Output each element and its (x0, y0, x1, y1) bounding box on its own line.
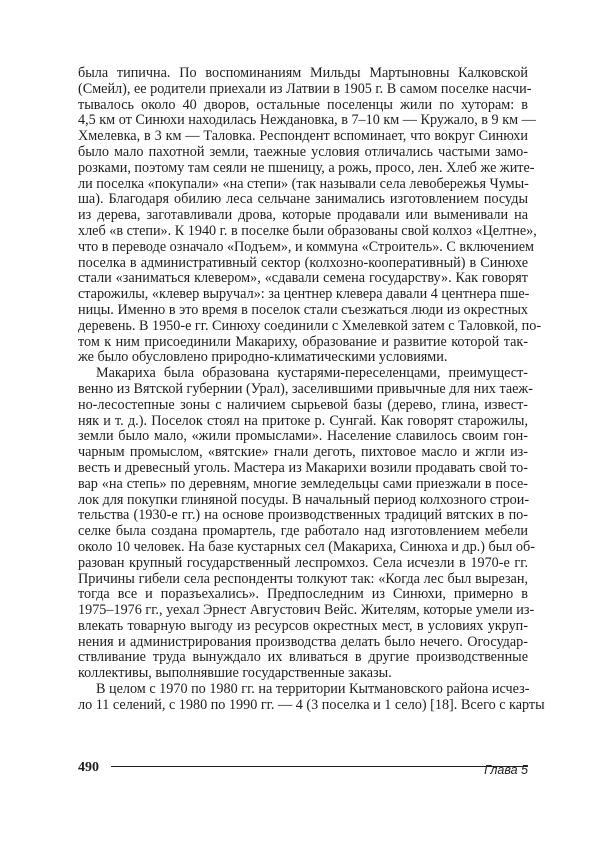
paragraph (78, 365, 535, 682)
text-line: же было обусловлено природно-климатическими условиями. (78, 349, 448, 366)
page-footer (78, 760, 528, 776)
text-line: 1975–1976 гг., уехал Эрнест Августович Вейс. Жителям, которые умели из- (78, 602, 535, 619)
text-line: деревень. В 1950-е гг. Синюху соединили с Хмелевкой затем с Таловкой, по- (78, 317, 542, 334)
text-line: влекать товарную выгоду из ресурсов окрестных мест, в условиях укруп- (78, 617, 528, 634)
footer-rule (111, 766, 528, 767)
text-line: том к ним присоединили Макариху, образование и развитие которой так- (78, 333, 528, 350)
text-line: коллективы, выполнявшие государственные заказы. (78, 665, 392, 682)
text-line: тельства (1930-е гг.) на основе производственных традиций вятских в по- (78, 507, 528, 524)
text-line: старожилы, «клевер выручал»: за центнер клевера давали 4 центнера пше- (78, 286, 530, 303)
body-text (78, 65, 545, 714)
chapter-label: Глава 5 (484, 763, 528, 777)
text-line: вар «на степь» по деревням, многие земледельцы сами приезжали в посе- (78, 475, 528, 492)
text-line: весть и древесный уголь. Мастера из Макарихи возили продавать свой то- (78, 459, 528, 476)
page-number: 490 (78, 760, 99, 775)
text-line: венно из Вятской губернии (Урал), заселившими привычные для них таеж- (78, 380, 533, 397)
text-line: 4,5 км от Синюхи находилась Неждановка, в 7–10 км — Кружало, в 9 км — (78, 112, 536, 129)
text-line: около 10 человек. На базе кустарных сел (Макариха, Синюха и др.) был об- (78, 538, 535, 555)
text-line: Макариха была образована кустарями-переселенцами, преимущест- (96, 365, 528, 382)
text-line: чарным промыслом, «вятские» гнали деготь, пихтовое масло и жгли из- (78, 444, 528, 461)
text-line: было мало пахотной земли, таежные условия отличались частыми замо- (78, 143, 528, 160)
text-line: няк и т. д.). Поселок стоял на притоке р. Сунгай. Как говорят старожилы, (78, 412, 528, 429)
text-line: ло 11 селений, с 1980 по 1990 гг. — 4 (3 поселка и 1 село) [18]. Всего с карты (78, 696, 545, 713)
text-line: лок для покупки глиняной посуды. В начальный период колхозного строи- (78, 491, 530, 508)
text-line: ствливание труда вынуждало их вливаться в другие производственные (78, 649, 528, 666)
text-line: Хмелевка, в 3 км — Таловка. Респондент вспоминает, что вокруг Синюхи (78, 128, 528, 145)
text-line: ли поселка «покупали» «на степи» (так называли села левобережья Чумы- (78, 175, 529, 192)
text-line: поселка в административный сектор (колхозно-кооперативный) в Синюхе (78, 254, 528, 271)
text-line: стали «заниматься клевером», «сдавали семена государству». Как говорят (78, 270, 528, 287)
text-line: разован крупный государственный леспромхоз. Села исчезли в 1970-е гг. (78, 554, 528, 571)
text-line: что в переводе означало «Подъем», и коммуна «Строитель». С включением (78, 238, 535, 255)
text-line: хлеб «в степи». К 1940 г. в поселке были образованы свой колхоз «Целтне», (78, 222, 537, 239)
text-line: тогда все и поразъехались». Предпоследним из Синюхи, примерно в (78, 586, 528, 603)
text-line: В целом с 1970 по 1980 гг. на территории Кытмановского района исчез- (96, 681, 530, 698)
text-line: нения и администрирования производства делать было нечего. Огосудар- (78, 633, 528, 650)
text-line: из дерева, заготавливали дрова, которые продавали или выменивали на (78, 207, 528, 224)
paragraph (78, 65, 542, 366)
text-line: селке была создана промартель, где работало над изготовлением мебели (78, 523, 528, 540)
text-line: розками, поэтому там сеяли не пшеницу, а рожь, просо, лен. Хлеб же жите- (78, 159, 535, 176)
text-line: но-лесостепные зоны с наличием сырьевой базы (дерево, глина, извест- (78, 396, 528, 413)
paragraph (78, 681, 545, 714)
text-line: Причины гибели села респонденты толкуют так: «Когда лес был вырезан, (78, 570, 528, 587)
text-line: земли было мало, «жили промыслами». Население славилось своим гон- (78, 428, 528, 445)
text-line: тывалось около 40 дворов, остальные поселенцы жили по хуторам: в (78, 96, 528, 113)
text-line: (Смейл), ее родители приехали из Латвии в 1905 г. В самом поселке насчи- (78, 80, 532, 97)
text-line: была типична. По воспоминаниям Мильды Мартыновны Калковской (78, 65, 528, 81)
text-line: ницы. Именно в это время в поселок стали съезжаться люди из окрестных (78, 301, 528, 318)
text-line: ша). Благодаря обилию леса сельчане занимались изготовлением посуды (78, 191, 528, 208)
